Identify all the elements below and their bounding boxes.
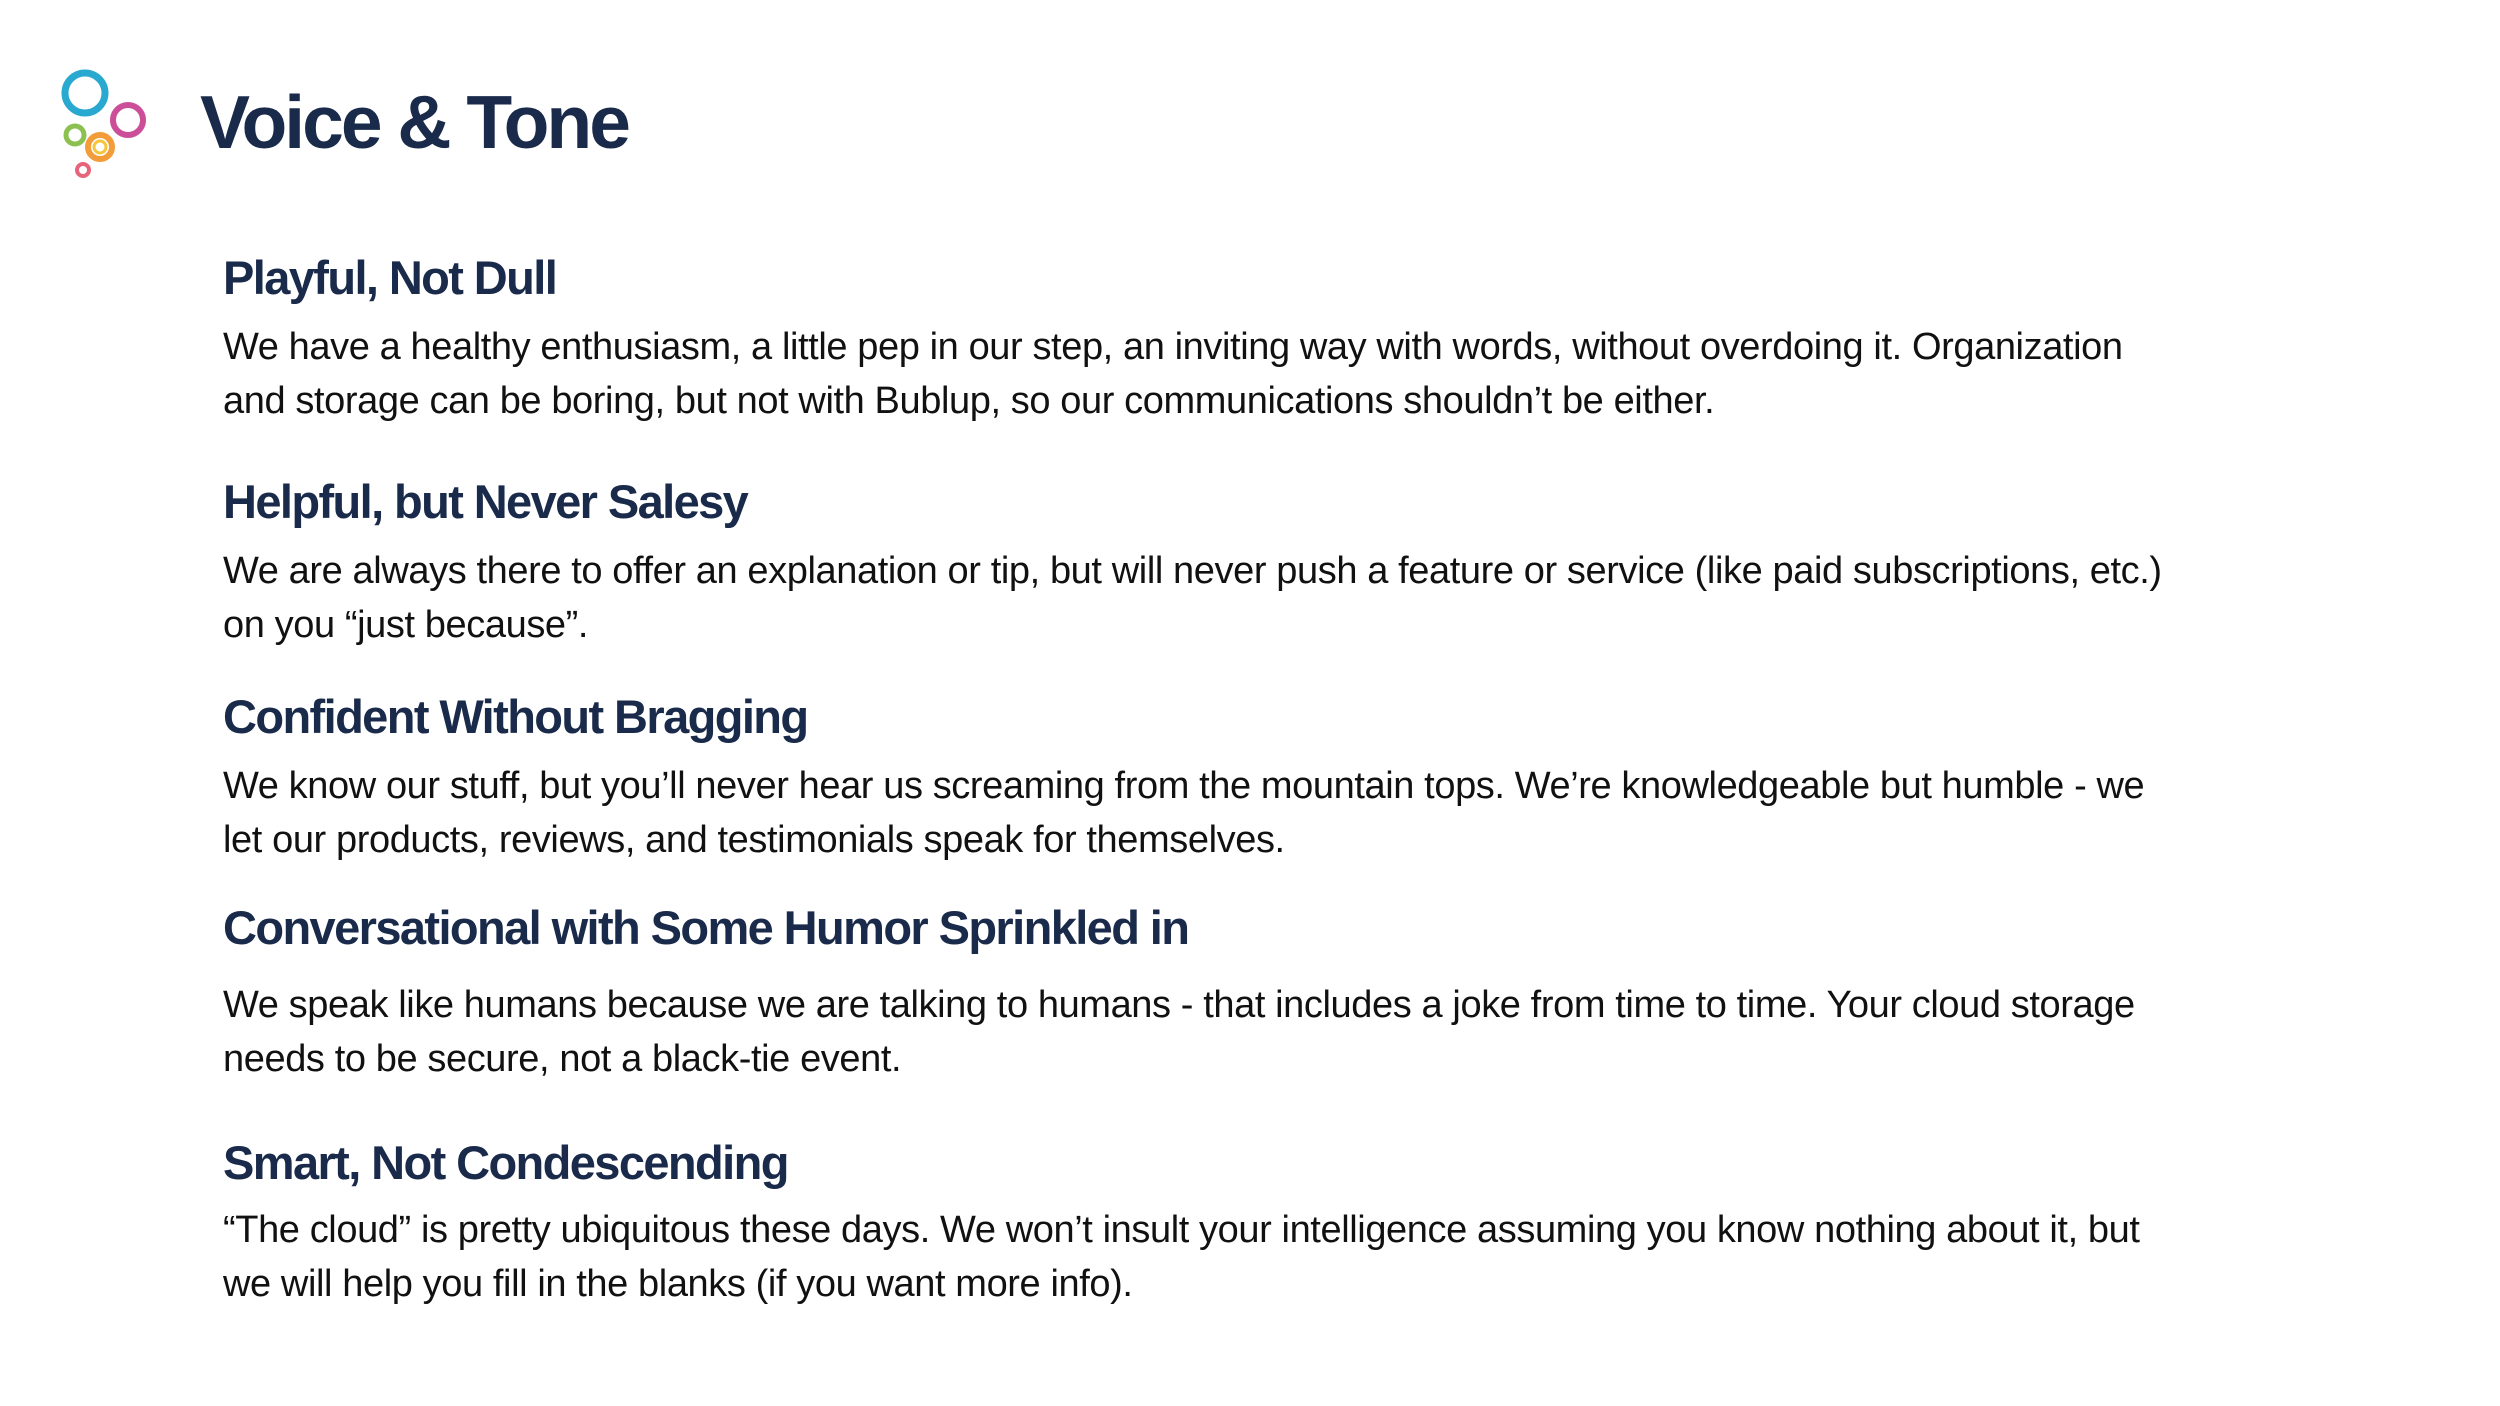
section-heading: Conversational with Some Humor Sprinkled in: [223, 901, 1189, 954]
logo-bubble-yellow: [94, 141, 106, 153]
section-body: We have a healthy enthusiasm, a little pep in our step, an inviting way with words, without overdoing it. Organization and storage can be boring, but not with Bublup, so our communications shouldn’t be either.: [223, 326, 2123, 422]
bublup-logo-icon: [55, 65, 155, 185]
section-body: We know our stuff, but you’ll never hear us screaming from the mountain tops. We’re knowledgeable but humble - we let our products, reviews, and testimonials speak for themselves.: [223, 765, 2145, 861]
section-smart: [223, 1133, 2223, 1311]
section-conversational: [223, 898, 2223, 1086]
section-heading: Smart, Not Condescending: [223, 1136, 788, 1189]
section-heading: Confident Without Bragging: [223, 690, 808, 743]
section-heading: Helpful, but Never Salesy: [223, 475, 748, 528]
logo-bubble-teal: [65, 73, 105, 113]
section-confident: [223, 687, 2223, 867]
logo-bubble-pink: [77, 164, 89, 176]
section-playful: [223, 248, 2223, 428]
logo-bubble-orange: [88, 135, 112, 159]
section-heading: Playful, Not Dull: [223, 251, 557, 304]
logo-bubble-green: [66, 126, 84, 144]
section-body: “The cloud” is pretty ubiquitous these days. We won’t insult your intelligence assuming you know nothing about it, but we will help you fill in the blanks (if you want more info).: [223, 1209, 2140, 1305]
page-title: Voice & Tone: [200, 80, 628, 164]
section-body: We speak like humans because we are talking to humans - that includes a joke from time to time. Your cloud storage needs to be secure, not a black-tie event.: [223, 984, 2135, 1080]
logo-bubble-magenta: [113, 105, 143, 135]
section-body: We are always there to offer an explanation or tip, but will never push a feature or service (like paid subscriptions, etc.) on you “just because”.: [223, 550, 2162, 646]
section-helpful: [223, 472, 2223, 652]
